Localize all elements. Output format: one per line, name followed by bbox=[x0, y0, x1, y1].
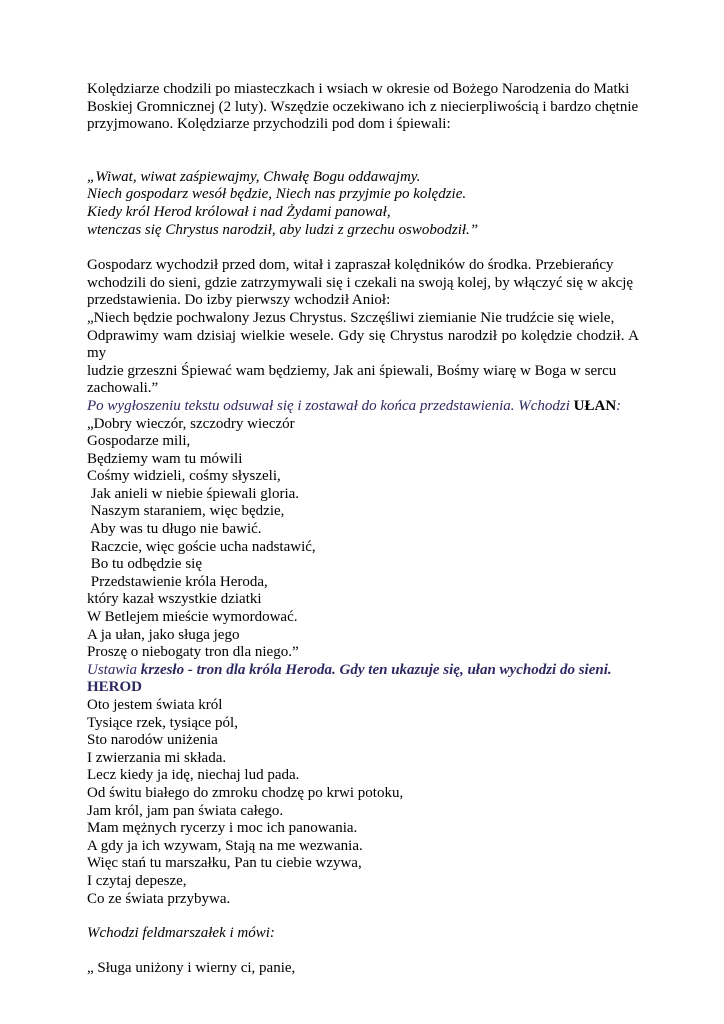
intro-paragraph bbox=[87, 81, 639, 134]
verse-line: Raczcie, więc goście ucha nadstawić, bbox=[87, 538, 316, 555]
stage-direction-ulan bbox=[87, 398, 639, 416]
verse-line: I zwierzania mi składa. bbox=[87, 749, 227, 766]
verse-line: Cośmy widzieli, cośmy słyszeli, bbox=[87, 468, 281, 485]
song-line: Niech gospodarz wesół będzie, Niech nas przyjmie po kolędzie. bbox=[87, 186, 467, 203]
prose-line: zachowali.” bbox=[87, 380, 159, 397]
intro-line: przyjmowano. Kolędziarze przychodzili pod dom i śpiewali: bbox=[87, 116, 451, 133]
character-heading-herod: HEROD bbox=[87, 679, 143, 696]
marshal-speech-line: „ Sługa uniżony i wierny ci, panie, bbox=[87, 959, 296, 976]
ulan-speech bbox=[87, 416, 639, 662]
verse-line: Proszę o niebogaty tron dla niego.” bbox=[87, 644, 299, 661]
verse-line: Sto narodów uniżenia bbox=[87, 732, 218, 749]
verse-line: „Dobry wieczór, szczodry wieczór bbox=[87, 415, 295, 432]
character-name-ulan: UŁAN bbox=[573, 397, 617, 414]
stage-direction-marshal: Wchodzi feldmarszałek i mówi: bbox=[87, 925, 275, 942]
verse-line: Bo tu odbędzie się bbox=[87, 556, 202, 573]
verse-line: Więc stań tu marszałku, Pan tu ciebie wzywa, bbox=[87, 855, 362, 872]
direction-end: : bbox=[616, 397, 622, 414]
verse-line: Naszym staraniem, więc będzie, bbox=[87, 503, 285, 520]
herod-speech bbox=[87, 697, 639, 908]
verse-line: I czytaj depesze, bbox=[87, 872, 187, 889]
document-body bbox=[87, 81, 639, 977]
verse-line: Tysiące rzek, tysiące pól, bbox=[87, 714, 238, 731]
verse-line: Mam mężnych rycerzy i moc ich panowania. bbox=[87, 820, 358, 837]
verse-line: Oto jestem świata król bbox=[87, 697, 223, 713]
intro-line: Kolędziarze chodzili po miasteczkach i wsiach w okresie od Bożego Narodzenia do Matki bbox=[87, 81, 630, 97]
verse-line: Jam król, jam pan świata całego. bbox=[87, 802, 284, 819]
verse-line: Aby was tu długo nie bawić. bbox=[87, 521, 262, 538]
prose-line: przedstawienia. Do izby pierwszy wchodził Anioł: bbox=[87, 292, 391, 309]
carol-song bbox=[87, 169, 639, 239]
verse-line: Będziemy wam tu mówili bbox=[87, 450, 243, 467]
stage-direction-throne bbox=[87, 662, 639, 680]
prose-line: „Niech będzie pochwalony Jezus Chrystus. Szczęśliwi ziemianie Nie trudźcie się wiele, bbox=[87, 309, 615, 326]
direction-text: Ustawia bbox=[87, 661, 141, 678]
intro-line: Boskiej Gromnicznej (2 luty). Wszędzie oczekiwano ich z niecierpliwością i bardzo chętnie bbox=[87, 98, 639, 115]
verse-line: A gdy ja ich wzywam, Stają na me wezwania. bbox=[87, 837, 363, 854]
verse-line: A ja ułan, jako sługa jego bbox=[87, 626, 240, 643]
song-line: Kiedy król Herod królował i nad Żydami panował, bbox=[87, 203, 391, 220]
verse-line: Od świtu białego do zmroku chodzę po krwi potoku, bbox=[87, 784, 404, 801]
verse-line: Jak anieli w niebie śpiewali gloria. bbox=[87, 485, 300, 502]
host-paragraph bbox=[87, 257, 639, 398]
song-line: „Wiwat, wiwat zaśpiewajmy, Chwałę Bogu oddawajmy. bbox=[87, 168, 421, 185]
verse-line: który kazał wszystkie dziatki bbox=[87, 591, 262, 608]
prose-line: Gospodarz wychodził przed dom, witał i zapraszał kolędników do środka. Przebierańcy bbox=[87, 257, 614, 274]
prose-line: wchodzili do sieni, gdzie zatrzymywali się i czekali na swoją kolej, by włączyć się w akcję bbox=[87, 274, 634, 291]
verse-line: W Betlejem mieście wymordować. bbox=[87, 609, 298, 626]
verse-line: Lecz kiedy ja idę, niechaj lud pada. bbox=[87, 767, 300, 784]
verse-line: Co ze świata przybywa. bbox=[87, 890, 231, 907]
song-line: wtenczas się Chrystus narodził, aby ludzi z grzechu oswobodził.” bbox=[87, 221, 479, 238]
verse-line: Gospodarze mili, bbox=[87, 433, 191, 450]
direction-text: Po wygłoszeniu tekstu odsuwał się i zostawał do końca przedstawienia. Wchodzi bbox=[87, 397, 574, 414]
prose-line: ludzie grzeszni Śpiewać wam będziemy, Jak ani śpiewali, Bośmy wiarę w Boga w sercu bbox=[87, 362, 617, 379]
verse-line: Przedstawienie króla Heroda, bbox=[87, 573, 268, 590]
prose-line: Odprawimy wam dzisiaj wielkie wesele. Gdy się Chrystus narodził po kolędzie chodził. A my bbox=[87, 327, 639, 362]
direction-bold-text: krzesło - tron dla króla Heroda. Gdy ten ukazuje się, ułan wychodzi do sieni. bbox=[140, 661, 612, 678]
